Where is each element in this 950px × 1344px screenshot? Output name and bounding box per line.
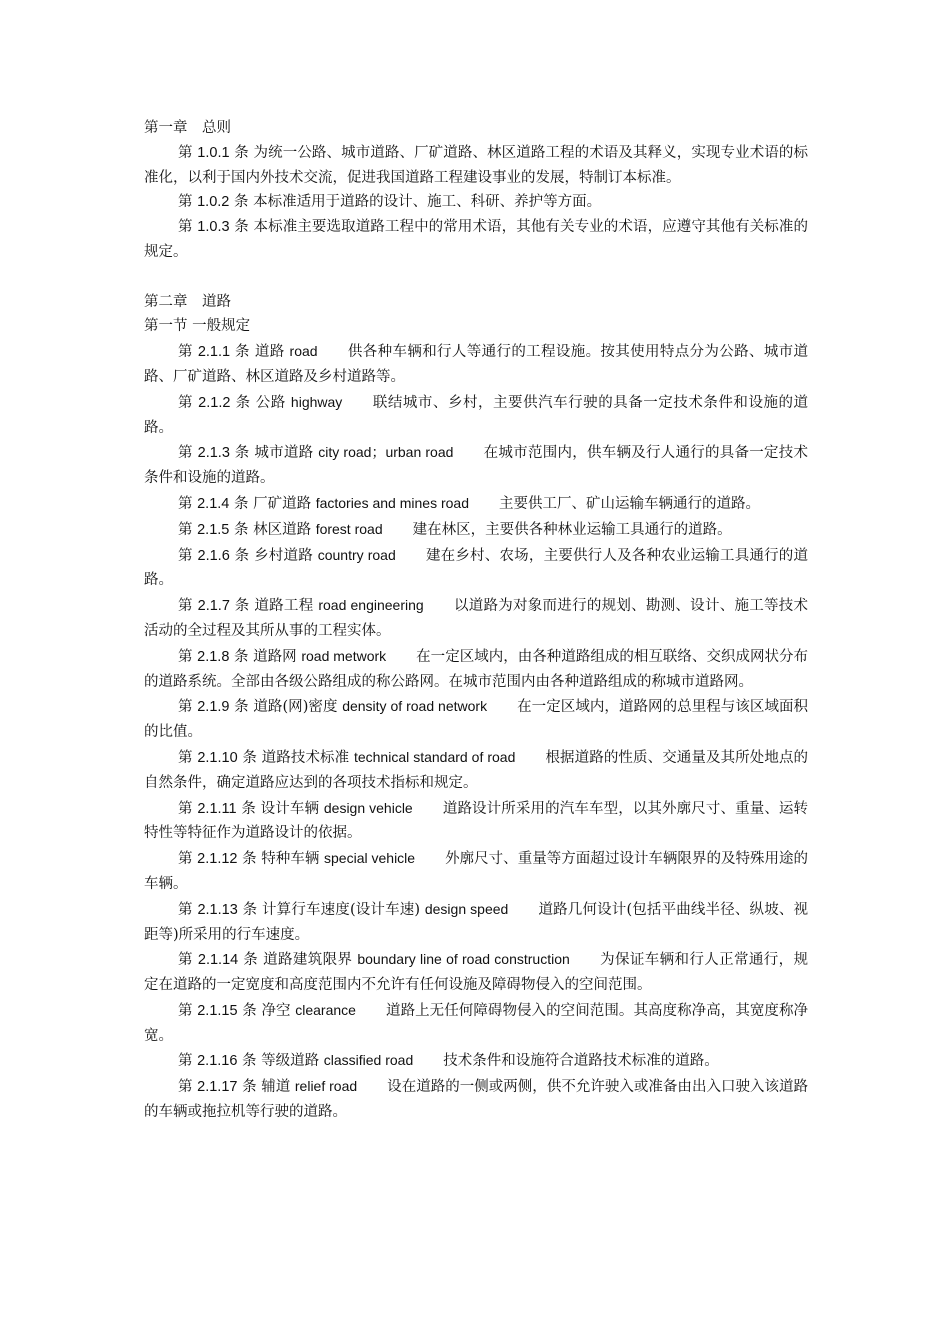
article-number: 1.0.2 <box>197 194 230 211</box>
article-prefix: 第 <box>178 699 193 716</box>
term-definition: 技术条件和设施符合道路技术标准的道路。 <box>443 1053 719 1070</box>
article-number: 2.1.17 <box>197 1079 238 1096</box>
term-definition: 在一定区域内，由各种道路组成的相互联络、交织成网状分布的道路系统。全部由各级公路组成的称公路网。在城市范围内由各种道路组成的称城市道路网。 <box>144 648 809 690</box>
article-number: 2.1.3 <box>197 445 230 462</box>
term-english: road engineering <box>318 597 424 614</box>
term-definition: 供各种车辆和行人等通行的工程设施。按其使用特点分为公路、城市道路、厂矿道路、林区道路及乡村道路等。 <box>144 344 809 385</box>
term-entry <box>144 897 808 948</box>
article-prefix: 第 <box>178 1053 193 1070</box>
article-number: 2.1.11 <box>197 800 237 817</box>
section-1-title: 第一节 一般规定 <box>144 318 251 335</box>
term-definition: 建在乡村、农场，主要供行人及各种农业运输工具通行的道路。 <box>144 547 809 589</box>
article-prefix: 第 <box>178 219 193 236</box>
article-prefix: 第 <box>178 952 193 969</box>
term-chinese: 条 净空 <box>242 1002 291 1019</box>
article-number: 2.1.16 <box>197 1053 238 1070</box>
term-english: forest road <box>315 520 383 537</box>
term-definition: 主要供工厂、矿山运输车辆通行的道路。 <box>499 495 760 512</box>
spacer <box>144 265 808 290</box>
term-english: classified road <box>323 1052 414 1069</box>
term-entry <box>144 998 808 1049</box>
term-english: country road <box>317 546 396 563</box>
article-prefix: 第 <box>178 749 193 766</box>
term-chinese: 条 等级道路 <box>242 1053 320 1070</box>
term-chinese: 条 道路网 <box>234 648 297 665</box>
article-prefix: 第 <box>178 344 193 361</box>
term-entry <box>144 593 808 644</box>
term-entry <box>144 796 808 847</box>
term-chinese: 条 设计车辆 <box>241 800 320 817</box>
term-chinese: 条 道路技术标准 <box>242 749 350 766</box>
article-prefix: 第 <box>178 495 193 512</box>
term-chinese: 条 道路建筑限界 <box>243 952 353 969</box>
term-chinese: 条 特种车辆 <box>242 851 320 868</box>
term-definition: 道路设计所采用的汽车车型，以其外廓尺寸、重量、运转特性等特征作为道路设计的依据。 <box>144 800 809 842</box>
article-text: 条 本标准主要选取道路工程中的常用术语，其他有关专业的术语，应遵守其他有关标准的规定。 <box>144 219 808 260</box>
term-entry <box>144 543 808 594</box>
article-prefix: 第 <box>178 1079 193 1096</box>
article-prefix: 第 <box>178 598 193 615</box>
term-definition: 外廓尺寸、重量等方面超过设计车辆限界的及特殊用途的车辆。 <box>144 851 809 892</box>
article-prefix: 第 <box>178 144 193 161</box>
chapter-1-body <box>144 141 808 265</box>
term-entry <box>144 846 808 897</box>
article-text: 条 为统一公路、城市道路、厂矿道路、林区道路工程的术语及其释义，实现专业术语的标准化，以利于国内外技术交流，促进我国道路工程建设事业的发展，特制订本标准。 <box>144 144 808 186</box>
article-number: 2.1.4 <box>197 495 230 512</box>
term-definition: 以道路为对象而进行的规划、勘测、设计、施工等技术活动的全过程及其所从事的工程实体。 <box>144 598 809 639</box>
article-number: 2.1.12 <box>197 851 238 868</box>
term-english: design speed <box>424 900 509 917</box>
term-definition: 建在林区，主要供各种林业运输工具通行的道路。 <box>412 521 732 538</box>
chapter-1-title: 第一章 总则 <box>144 120 231 136</box>
term-entry <box>144 1048 808 1074</box>
term-definition: 在城市范围内，供车辆及行人通行的具备一定技术条件和设施的道路。 <box>144 445 809 487</box>
chapter-2-body <box>144 339 808 1125</box>
term-definition: 道路几何设计(包括平曲线半径、纵坡、视距等)所采用的行车速度。 <box>144 901 809 943</box>
term-english: boundary line of road construction <box>357 951 570 968</box>
article-number: 2.1.8 <box>197 648 230 665</box>
term-chinese: 条 城市道路 <box>234 445 314 462</box>
article-number: 2.1.7 <box>197 598 230 615</box>
term-definition: 道路上无任何障碍物侵入的空间范围。其高度称净高，其宽度称净宽。 <box>144 1002 809 1044</box>
term-chinese: 条 辅道 <box>242 1079 291 1096</box>
article-number: 1.0.1 <box>197 144 230 161</box>
article-number: 1.0.3 <box>197 219 230 236</box>
term-chinese: 条 厂矿道路 <box>233 495 312 512</box>
article-prefix: 第 <box>178 521 193 538</box>
term-english: road <box>289 343 318 360</box>
term-chinese: 条 林区道路 <box>233 521 312 538</box>
article-number: 2.1.14 <box>197 952 239 969</box>
article-number: 2.1.9 <box>197 699 230 716</box>
term-entry <box>144 694 808 745</box>
term-entry <box>144 339 808 390</box>
article-prefix: 第 <box>178 800 193 817</box>
term-english: density of road network <box>342 698 488 715</box>
term-entry <box>144 745 808 796</box>
term-english: relief road <box>294 1078 358 1095</box>
term-english: factories and mines road <box>315 494 469 511</box>
chapter-2-title: 第二章 道路 <box>144 293 231 310</box>
article-prefix: 第 <box>178 901 193 918</box>
article-prefix: 第 <box>178 851 193 868</box>
article-number: 2.1.15 <box>197 1002 238 1019</box>
article-text: 条 本标准适用于道路的设计、施工、科研、养护等方面。 <box>233 194 602 211</box>
article-prefix: 第 <box>178 648 193 665</box>
term-entry <box>144 491 808 517</box>
term-definition: 在一定区域内，道路网的总里程与该区域面积的比值。 <box>144 699 809 741</box>
term-english: clearance <box>295 1001 356 1018</box>
term-definition: 联结城市、乡村，主要供汽车行驶的具备一定技术条件和设施的道路。 <box>144 394 809 436</box>
term-entry <box>144 1074 808 1125</box>
term-chinese: 条 道路 <box>235 344 285 361</box>
term-english: highway <box>290 393 343 410</box>
article-number: 2.1.13 <box>197 901 238 918</box>
article-paragraph <box>144 215 808 265</box>
term-entry <box>144 644 808 695</box>
term-chinese: 条 计算行车速度(设计车速) <box>242 901 421 918</box>
term-english: technical standard of road <box>353 748 516 765</box>
article-prefix: 第 <box>178 394 194 411</box>
article-prefix: 第 <box>178 1002 193 1019</box>
term-entry <box>144 947 808 998</box>
article-prefix: 第 <box>178 194 193 211</box>
term-entry <box>144 517 808 543</box>
term-english: road metwork <box>301 647 387 664</box>
term-definition: 为保证车辆和行人正常通行，规定在道路的一定宽度和高度范围内不允许有任何设施及障碍物侵入的空间范围。 <box>144 952 809 994</box>
term-chinese: 条 乡村道路 <box>234 547 313 564</box>
article-number: 2.1.2 <box>198 394 231 411</box>
term-english: special vehicle <box>324 850 416 867</box>
term-english: design vehicle <box>323 799 413 816</box>
term-entry <box>144 390 808 441</box>
article-number: 2.1.5 <box>197 521 230 538</box>
article-paragraph <box>144 190 808 215</box>
term-definition: 根据道路的性质、交通量及其所处地点的自然条件，确定道路应达到的各项技术指标和规定。 <box>144 749 809 791</box>
term-chinese: 条 公路 <box>235 394 286 411</box>
article-number: 2.1.10 <box>197 749 238 766</box>
article-number: 2.1.6 <box>197 547 230 564</box>
term-english: city road；urban road <box>318 444 454 461</box>
term-chinese: 条 道路工程 <box>234 598 314 615</box>
article-prefix: 第 <box>178 547 193 564</box>
term-definition: 设在道路的一侧或两侧，供不允许驶入或准备由出入口驶入该道路的车辆或拖拉机等行驶的道路。 <box>144 1079 809 1121</box>
term-entry <box>144 440 808 491</box>
article-prefix: 第 <box>178 445 193 462</box>
article-paragraph <box>144 141 808 191</box>
document-page <box>144 116 808 1125</box>
term-chinese: 条 道路(网)密度 <box>234 699 338 716</box>
article-number: 2.1.1 <box>197 344 231 361</box>
